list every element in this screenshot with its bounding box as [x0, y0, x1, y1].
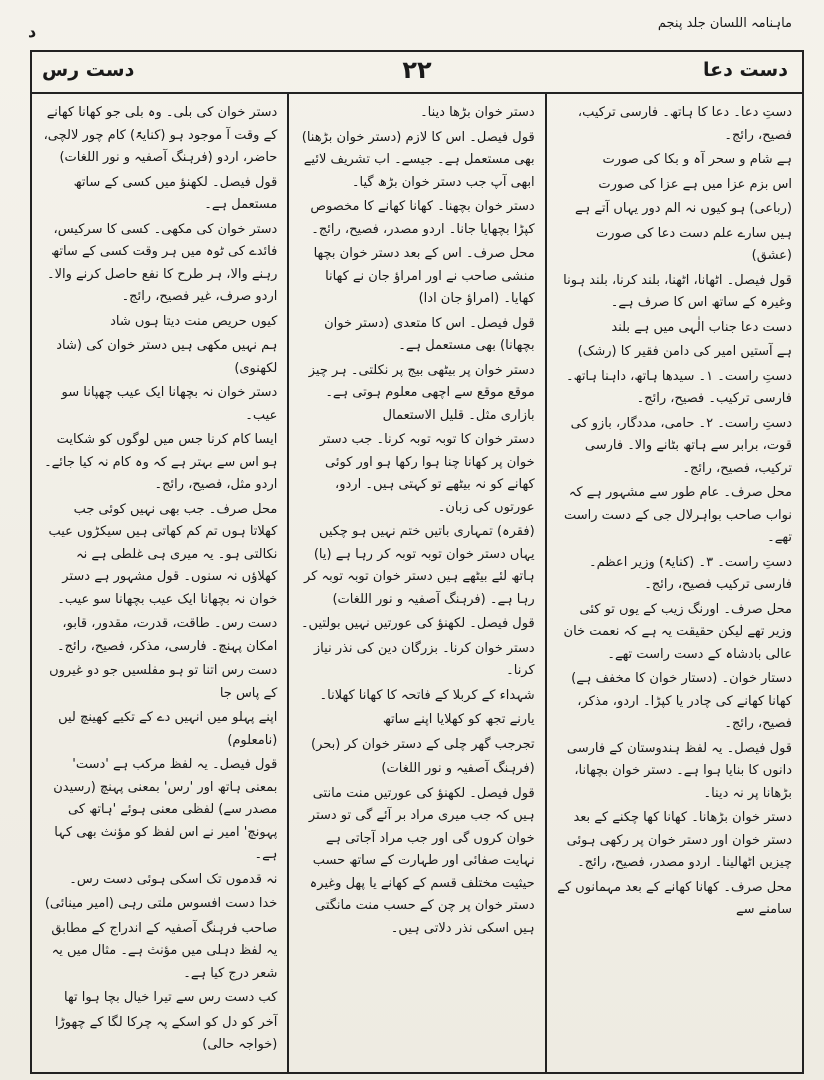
dictionary-entry-text: محل صرف۔ اورنگ زیب کے یوں تو کئی وزیر تھے لیکن حقیقت یہ ہے کہ نعمت خان عالی بادشاہ کے دست راست تھے۔: [563, 601, 792, 662]
dictionary-entry-text: قول فیصل۔ لکھنؤ کی عورتیں نہیں بولتیں۔: [300, 616, 535, 631]
dictionary-entry-text: اس بزم عزا میں ہے عزا کی صورت: [598, 176, 792, 192]
dictionary-entry-text: دستر خوان بڑھانا۔ کھانا کھا چکنے کے بعد دستر خوان اور دستر خوان پر رکھی ہوئی چیزیں اٹھالینا۔ اردو مصدر، فصیح، رائج۔: [566, 810, 792, 870]
dictionary-entry-text: ہے شام و سحر آہ و بکا کی صورت: [602, 152, 792, 167]
column-middle: [289, 94, 546, 1072]
dictionary-entry-text: دستر خوان بچھنا۔ کھانا کھانے کا مخصوص کپڑا بچھایا جانا۔ اردو مصدر، فصیح، رائج۔: [310, 199, 535, 237]
dictionary-entry-text: دستر خوان کرنا۔ بزرگان دین کی نذر نیاز کرنا۔: [313, 640, 535, 678]
header-row: [32, 52, 802, 94]
dictionary-entry-text: دستر خوان کی بلی۔ وہ بلی جو کھانا کھانے کے وقت آ موجود ہو (کنایۃً) کام چور لالچی، حاضر، اردو (فرہنگ آصفیہ و نور اللغات): [43, 105, 278, 165]
dictionary-entry-text: ہم نہیں مکھی ہیں دستر خوان کی (شاد لکھنوی): [56, 338, 278, 376]
dictionary-entry-text: محل صرف۔ کھانا کھانے کے بعد مہمانوں کے سامنے سے: [557, 879, 792, 917]
dictionary-entry-text: دستِ دعا۔ دعا کا ہاتھ۔ فارسی ترکیب، فصیح، رائج۔: [577, 105, 792, 143]
dictionary-entry-text: ایسا کام کرنا جس میں لوگوں کو شکایت ہو اس سے بہتر ہے کہ وہ کام نہ کیا جائے۔ اردو مثل، فصیح، رائج۔: [44, 432, 278, 492]
dictionary-columns: [32, 94, 802, 1072]
page-frame: [30, 50, 804, 1074]
dictionary-entry-text: اپنے پہلو میں انہیں دے کے تکیے کھینچ لیں (نامعلوم): [58, 710, 278, 748]
dictionary-entry-text: ہے آستیں امیر کی دامن فقیر کا (رشک): [577, 344, 792, 359]
dictionary-entry-text: قول فیصل۔ اٹھانا، اٹھنا، بلند کرنا، بلند ہونا وغیرہ کے ساتھ اس کا صرف ہے۔: [563, 272, 792, 310]
dictionary-entry-text: دستر خوان کا توبہ توبہ کرنا۔ جب دستر خوان پر کھانا چنا ہوا رکھا ہو اور کوئی کھانے کو نہ بیٹھے تو کہتی ہیں۔ اردو، عورتوں کی زبان۔: [319, 432, 535, 515]
column-left: [32, 94, 289, 1072]
dictionary-entry-text: (فرہنگ آصفیہ و نور اللغات): [381, 761, 535, 776]
dictionary-entry-text: دستر خوان کی مکھی۔ کسی کا سرکیس، فائدے کی ٹوہ میں ہر وقت کسی کے ساتھ رہنے والا، ہر طرح کا نفع حاصل کرنے والا۔ اردو صرف، غیر فصیح، رائج۔: [46, 221, 278, 304]
dictionary-entry-text: دست دعا جناب الٰہی میں ہے بلند: [611, 319, 792, 335]
dictionary-entry-text: محل صرف۔ جب بھی نہیں کوئی جب کھلاتا ہوں تم کم کھاتی ہیں سیکڑوں عیب نکالتی ہو۔ یہ میری ہی غلطی ہے نہ کھلاؤں نہ سنوں۔ قول مشہور ہے دستر خوان نہ بچھانا ایک عیب بچھانا سو عیب۔: [48, 501, 278, 607]
page-number: ۲۲: [402, 56, 432, 84]
running-head: [20, 14, 804, 48]
dictionary-entry-text: دست رس۔ طاقت، قدرت، مقدور، قابو، امکان پہنچ۔ فارسی، مذکر، فصیح، رائج۔: [57, 616, 278, 654]
dictionary-entry-text: دست رس اتنا تو ہو مفلسیں جو دو غیروں کے پاس جا: [49, 663, 278, 701]
dictionary-entry-text: محل صرف۔ اس کے بعد دستر خوان بچھا منشی صاحب نے اور امراؤ جان نے کھانا کھایا۔ (امراؤ جان ادا): [313, 246, 535, 306]
column-right: [547, 94, 802, 1072]
dictionary-entry-text: قول فیصل۔ اس کا متعدی (دستر خوان بچھانا) بھی مستعمل ہے۔: [324, 315, 535, 353]
dictionary-entry-text: دستر خوان پر بیٹھی بیج پر نکلتی۔ ہر چیز موقع موقع سے اچھی معلوم ہوتی ہے۔ بازاری مثل۔ قلیل الاستعمال: [308, 362, 535, 423]
dictionary-entry-text: تجرجب گھر چلی کے دستر خوان کر (بحر): [311, 736, 535, 752]
running-head-mark: د: [28, 22, 37, 41]
dictionary-entry-text: یارنے تجھ کو کھلایا اپنے ساتھ: [382, 712, 535, 727]
dictionary-entry-text: خدا دست افسوس ملتی رہی (امیر مینائی): [44, 896, 278, 911]
dictionary-entry-text: صاحب فرہنگ آصفیہ کے اندراج کے مطابق یہ لفظ دہلی میں مؤنث ہے۔ مثال میں یہ شعر درج کیا ہے۔: [51, 920, 278, 981]
journal-title: ماہنامہ اللسان جلد پنجم: [657, 16, 792, 31]
dictionary-entry-text: دستِ راست۔ ۲۔ حامی، مددگار، بازو کی قوت، برابر سے ہاتھ بٹانے والا۔ فارسی ترکیب، فصیح، رائج۔: [570, 415, 792, 476]
first-headword: دست دعا: [702, 59, 788, 81]
dictionary-entry-text: دستِ راست۔ ۱۔ سیدھا ہاتھ، داہنا ہاتھ۔ فارسی ترکیب۔ فصیح، رائج۔: [565, 368, 792, 406]
dictionary-entry-text: آخر کو دل کو اسکے پہ چرکا لگا کے چھوڑا (خواجہ حالی): [54, 1014, 278, 1052]
dictionary-entry-text: قول فیصل۔ لکھنؤ میں کسی کے ساتھ مستعمل ہے۔: [73, 174, 278, 212]
dictionary-entry-text: کیوں حریص منت دیتا ہوں شاد: [110, 313, 278, 329]
dictionary-entry-text: نہ قدموں تک اسکی ہوئی دست رس۔: [69, 871, 278, 887]
dictionary-entry-text: دستِ راست۔ ۳۔ (کنایۃً) وزیر اعظم۔ فارسی ترکیب فصیح، رائج۔: [589, 554, 792, 592]
dictionary-entry-text: محل صرف۔ عام طور سے مشہور ہے کہ نواب صاحب بواہرلال جی کے دست راست تھے۔: [563, 485, 792, 545]
dictionary-entry-text: قول فیصل۔ اس کا لازم (دستر خوان بڑھنا) بھی مستعمل ہے۔ جیسے۔ اب تشریف لائیے ابھی آپ جب دستر خوان بڑھ گیا۔: [301, 129, 535, 190]
dictionary-entry-text: قول فیصل۔ لکھنؤ کی عورتیں منت مانتی ہیں کہ جب میری مراد بر آئے گی تو دستر خوان کروں گی اور جب مراد آجاتی ہے نہایت صفائی اور طہارت کے ساتھ حسب حیثیت مختلف قسم کے کھانے یا پھل وغیرہ دستر خوان پر چن کے حسب منت مانگتی ہیں اسکی نذر دلاتی ہیں۔: [308, 785, 535, 936]
dictionary-entry-text: دستار خوان۔ (دستار خوان کا مخفف ہے) کھانا کھانے کی چادر یا کپڑا۔ اردو، مذکر، فصیح، رائج۔: [571, 671, 792, 731]
dictionary-entry-text: کب دست رس سے تیرا خیال بچا ہوا تھا: [64, 990, 278, 1005]
dictionary-entry-text: دستر خوان نہ بچھانا ایک عیب چھپانا سو عیب۔: [61, 385, 278, 423]
dictionary-entry-text: (فقرہ) تمہاری باتیں ختم نہیں ہو چکیں یہاں دستر خوان توبہ توبہ کر رہا ہے (یا) ہاتھ لئے بیٹھے ہیں دستر خوان توبہ توبہ کر رہا ہے۔ (فرہنگ آصفیہ و نور اللغات): [304, 524, 535, 607]
dictionary-entry-text: (رباعی) ہو کیوں نہ الم دور یہاں آتے ہے: [575, 201, 792, 216]
dictionary-entry-text: شہداء کے کربلا کے فاتحہ کا کھانا کھلانا۔: [319, 687, 535, 703]
dictionary-entry-text: ہیں سارے علم دست دعا کی صورت (عشق): [596, 225, 792, 263]
dictionary-entry-text: دستر خوان بڑھا دینا۔: [420, 105, 535, 120]
last-headword: دست رس: [42, 59, 135, 81]
dictionary-entry-text: قول فیصل۔ یہ لفظ مرکب ہے 'دست' بمعنی ہاتھ اور 'رس' بمعنی پہنچ (رسیدن مصدر سے) لفظی معنی ہوئے 'ہاتھ کی پہونچ' امیر نے اس لفظ کو مؤنث بھی کہا ہے۔: [53, 757, 278, 862]
dictionary-entry-text: قول فیصل۔ یہ لفظ ہندوستان کے فارسی دانوں کا بنایا ہوا ہے۔ دستر خوان بچھانا، بڑھانا پر نہ دینا۔: [566, 740, 792, 801]
